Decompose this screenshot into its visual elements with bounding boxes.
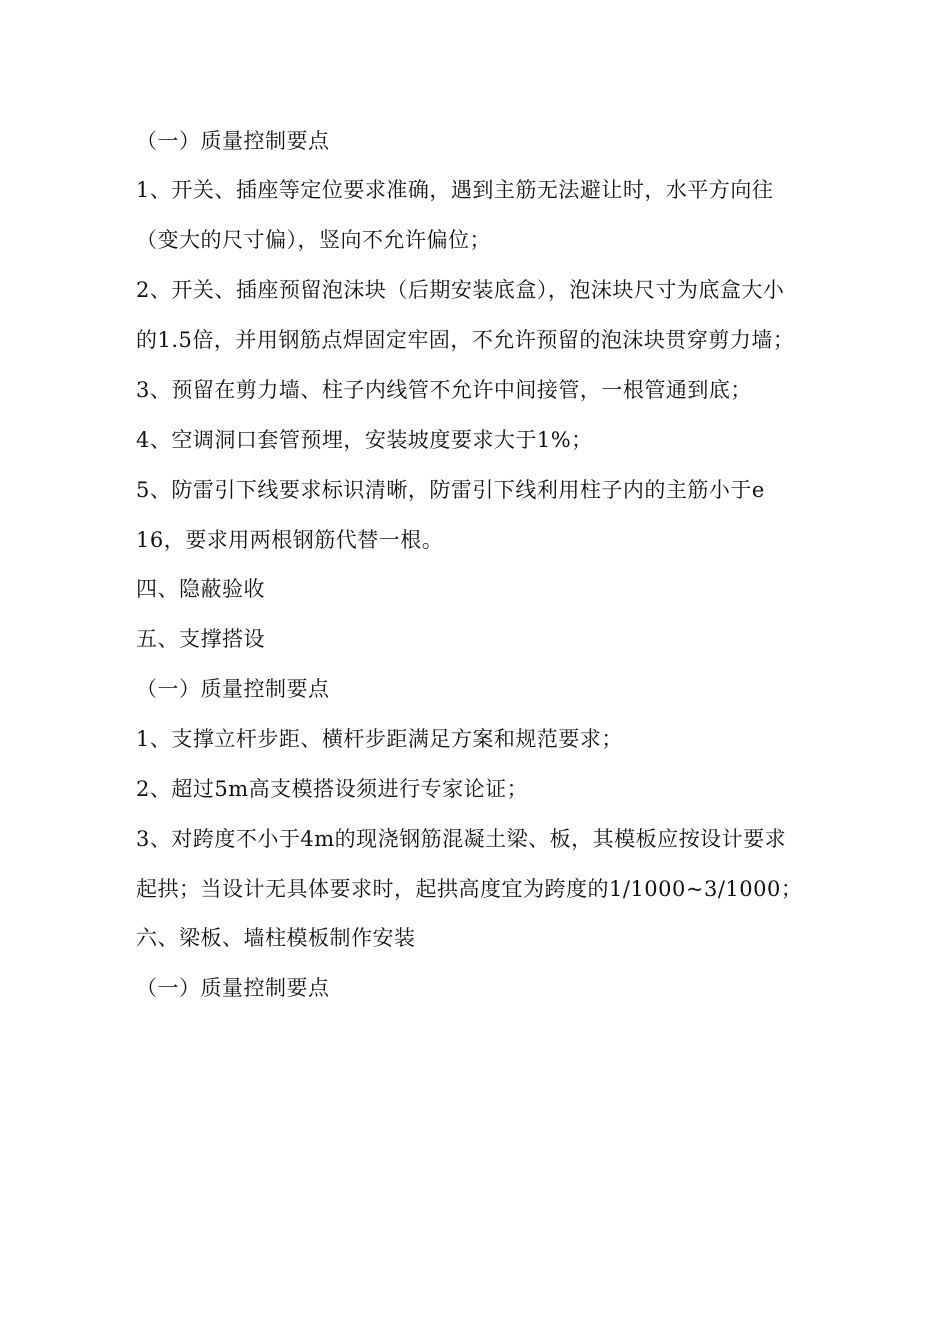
paragraph-support-item-3: 3、对跨度不小于4m的现浇钢筋混凝土梁、板，其模板应按设计要求 bbox=[136, 827, 787, 851]
paragraph-item-5: 5、防雷引下线要求标识清晰，防雷引下线利用柱子内的主筋小于e bbox=[136, 478, 765, 502]
subsection-heading-quality-control-1: （一）质量控制要点 bbox=[136, 129, 330, 153]
paragraph-support-item-1: 1、支撑立杆步距、横杆步距满足方案和规范要求； bbox=[136, 727, 623, 751]
section-heading-support-erection: 五、支撑搭设 bbox=[136, 627, 265, 651]
paragraph-item-5-continued: 16，要求用两根钢筋代替一根。 bbox=[136, 528, 444, 552]
subsection-heading-quality-control-3: （一）质量控制要点 bbox=[136, 976, 330, 1000]
subsection-heading-quality-control-2: （一）质量控制要点 bbox=[136, 677, 330, 701]
paragraph-item-4: 4、空调洞口套管预埋，安装坡度要求大于1%； bbox=[136, 428, 593, 452]
section-heading-concealed-inspection: 四、隐蔽验收 bbox=[136, 577, 265, 601]
paragraph-support-item-2: 2、超过5m高支模搭设须进行专家论证； bbox=[136, 777, 529, 801]
paragraph-item-1: 1、开关、插座等定位要求准确，遇到主筋无法避让时，水平方向往 bbox=[136, 178, 774, 202]
paragraph-support-item-3-continued: 起拱；当设计无具体要求时，起拱高度宜为跨度的1/1000~3/1000； bbox=[136, 877, 803, 901]
section-heading-formwork-installation: 六、梁板、墙柱模板制作安装 bbox=[136, 926, 416, 950]
paragraph-item-2-continued: 的1.5倍，并用钢筋点焊固定牢固，不允许预留的泡沫块贯穿剪力墙； bbox=[136, 328, 795, 352]
paragraph-item-2: 2、开关、插座预留泡沫块（后期安装底盒），泡沫块尺寸为底盒大小 bbox=[136, 278, 785, 302]
paragraph-item-3: 3、预留在剪力墙、柱子内线管不允许中间接管，一根管通到底； bbox=[136, 378, 752, 402]
paragraph-item-1-continued: （变大的尺寸偏），竖向不允许偏位； bbox=[136, 228, 491, 252]
